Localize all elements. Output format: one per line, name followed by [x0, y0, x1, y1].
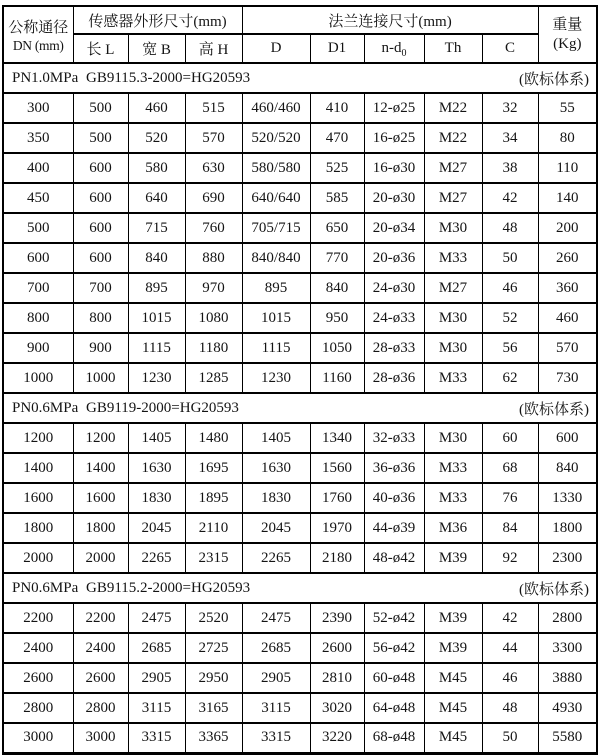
col-header-d: D: [242, 34, 310, 63]
cell-th: M45: [424, 693, 482, 723]
cell-weight-kg: 3880: [538, 663, 597, 693]
cell-d: 2475: [242, 603, 310, 633]
cell-dn: 2000: [3, 543, 73, 573]
cell-weight-kg: 1330: [538, 483, 597, 513]
cell-d: 1115: [242, 333, 310, 363]
cell-d1: 650: [310, 213, 364, 243]
cell-weight-kg: 2800: [538, 603, 597, 633]
cell-c: 38: [482, 153, 538, 183]
cell-c: 76: [482, 483, 538, 513]
dn-unit-label: DN (mm): [12, 37, 64, 53]
cell-length-l: 500: [73, 123, 128, 153]
cell-height-h: 3165: [185, 693, 242, 723]
cell-d1: 770: [310, 243, 364, 273]
cell-n-d0: 24-ø33: [364, 303, 424, 333]
section-cell: [3, 393, 597, 423]
cell-th: M39: [424, 543, 482, 573]
section-system-label: (欧标体系): [519, 71, 590, 88]
cell-d: 2905: [242, 663, 310, 693]
cell-d: 1230: [242, 363, 310, 393]
cell-length-l: 3000: [73, 723, 128, 753]
cell-width-b: 1230: [128, 363, 185, 393]
cell-width-b: 2905: [128, 663, 185, 693]
col-header-dn: [3, 6, 73, 63]
cell-c: 42: [482, 183, 538, 213]
cell-weight-kg: 2300: [538, 543, 597, 573]
cell-n-d0: 48-ø42: [364, 543, 424, 573]
cell-dn: 450: [3, 183, 73, 213]
col-header-th: Th: [424, 34, 482, 63]
table-row: [3, 93, 597, 123]
cell-d: 1830: [242, 483, 310, 513]
col-header-c: C: [482, 34, 538, 63]
cell-n-d0: 40-ø36: [364, 483, 424, 513]
weight-label: 重量: [552, 16, 583, 33]
cell-d1: 1760: [310, 483, 364, 513]
n-d0-subscript: 0: [401, 48, 407, 59]
cell-c: 32: [482, 93, 538, 123]
section-cell: [3, 573, 597, 603]
cell-d: 2685: [242, 633, 310, 663]
cell-length-l: 900: [73, 333, 128, 363]
cell-c: 62: [482, 363, 538, 393]
cell-height-h: 2725: [185, 633, 242, 663]
cell-dn: 2600: [3, 663, 73, 693]
cell-n-d0: 12-ø25: [364, 93, 424, 123]
cell-n-d0: 28-ø36: [364, 363, 424, 393]
cell-weight-kg: 600: [538, 423, 597, 453]
cell-height-h: 1895: [185, 483, 242, 513]
cell-n-d0: 32-ø33: [364, 423, 424, 453]
cell-n-d0: 16-ø25: [364, 123, 424, 153]
cell-th: M27: [424, 183, 482, 213]
table-row: [3, 123, 597, 153]
cell-th: M45: [424, 723, 482, 753]
header-group-row: [3, 6, 597, 34]
cell-length-l: 1800: [73, 513, 128, 543]
table-row: [3, 333, 597, 363]
cell-weight-kg: 570: [538, 333, 597, 363]
cell-d1: 525: [310, 153, 364, 183]
cell-n-d0: 28-ø33: [364, 333, 424, 363]
cell-n-d0: 60-ø48: [364, 663, 424, 693]
cell-weight-kg: 200: [538, 213, 597, 243]
cell-n-d0: 36-ø36: [364, 453, 424, 483]
cell-length-l: 600: [73, 153, 128, 183]
cell-weight-kg: 140: [538, 183, 597, 213]
cell-c: 92: [482, 543, 538, 573]
cell-n-d0: 20-ø30: [364, 183, 424, 213]
table-row: [3, 243, 597, 273]
table-row: [3, 423, 597, 453]
cell-d1: 2600: [310, 633, 364, 663]
header-sub-row: [3, 34, 597, 63]
cell-width-b: 840: [128, 243, 185, 273]
cell-n-d0: 64-ø48: [364, 693, 424, 723]
cell-th: M36: [424, 513, 482, 543]
section-pressure-label: PN1.0MPa: [12, 69, 79, 86]
cell-height-h: 515: [185, 93, 242, 123]
cell-th: M30: [424, 333, 482, 363]
cell-d: 1630: [242, 453, 310, 483]
cell-height-h: 1080: [185, 303, 242, 333]
cell-th: M33: [424, 243, 482, 273]
section-pressure-label: PN0.6MPa: [12, 579, 79, 596]
cell-width-b: 1015: [128, 303, 185, 333]
cell-width-b: 640: [128, 183, 185, 213]
cell-c: 44: [482, 633, 538, 663]
col-header-height-h: 高 H: [185, 34, 242, 63]
col-header-n-d0: [364, 34, 424, 63]
cell-weight-kg: 460: [538, 303, 597, 333]
cell-th: M22: [424, 93, 482, 123]
cell-d: 640/640: [242, 183, 310, 213]
cell-height-h: 1695: [185, 453, 242, 483]
dn-label: 公称通径: [8, 19, 69, 36]
cell-d: 3115: [242, 693, 310, 723]
cell-dn: 2800: [3, 693, 73, 723]
cell-width-b: 1630: [128, 453, 185, 483]
cell-weight-kg: 5580: [538, 723, 597, 753]
cell-height-h: 630: [185, 153, 242, 183]
cell-d: 460/460: [242, 93, 310, 123]
cell-th: M39: [424, 603, 482, 633]
cell-height-h: 970: [185, 273, 242, 303]
cell-th: M39: [424, 633, 482, 663]
weight-unit-label: (Kg): [553, 35, 582, 52]
cell-c: 46: [482, 663, 538, 693]
cell-weight-kg: 55: [538, 93, 597, 123]
cell-d: 895: [242, 273, 310, 303]
cell-d: 3315: [242, 723, 310, 753]
section-row: [3, 63, 597, 93]
cell-dn: 2400: [3, 633, 73, 663]
cell-n-d0: 24-ø30: [364, 273, 424, 303]
cell-th: M30: [424, 213, 482, 243]
cell-d1: 950: [310, 303, 364, 333]
cell-height-h: 1480: [185, 423, 242, 453]
cell-dn: 3000: [3, 723, 73, 753]
cell-weight-kg: 360: [538, 273, 597, 303]
cell-d1: 1340: [310, 423, 364, 453]
cell-th: M27: [424, 153, 482, 183]
cell-d: 705/715: [242, 213, 310, 243]
section-content: [4, 68, 596, 89]
cell-d1: 1050: [310, 333, 364, 363]
cell-width-b: 1115: [128, 333, 185, 363]
table-row: [3, 663, 597, 693]
cell-width-b: 2475: [128, 603, 185, 633]
cell-c: 46: [482, 273, 538, 303]
cell-weight-kg: 3300: [538, 633, 597, 663]
cell-height-h: 3365: [185, 723, 242, 753]
table-row: [3, 183, 597, 213]
cell-d1: 1970: [310, 513, 364, 543]
section-standard-label: GB9115.3-2000=HG20593: [86, 69, 251, 86]
section-content: [4, 578, 596, 599]
cell-c: 48: [482, 213, 538, 243]
table-row: [3, 453, 597, 483]
cell-height-h: 880: [185, 243, 242, 273]
cell-length-l: 600: [73, 183, 128, 213]
cell-c: 56: [482, 333, 538, 363]
cell-dn: 2200: [3, 603, 73, 633]
table-row: [3, 513, 597, 543]
col-header-length-l: 长 L: [73, 34, 128, 63]
section-standard-label: GB9119-2000=HG20593: [86, 399, 239, 416]
table-row: [3, 213, 597, 243]
cell-weight-kg: 260: [538, 243, 597, 273]
cell-length-l: 2600: [73, 663, 128, 693]
cell-dn: 1600: [3, 483, 73, 513]
cell-d1: 2810: [310, 663, 364, 693]
section-row: [3, 393, 597, 423]
cell-weight-kg: 80: [538, 123, 597, 153]
cell-length-l: 2800: [73, 693, 128, 723]
cell-d1: 2180: [310, 543, 364, 573]
table-row: [3, 543, 597, 573]
cell-n-d0: 68-ø48: [364, 723, 424, 753]
cell-th: M45: [424, 663, 482, 693]
cell-c: 50: [482, 243, 538, 273]
cell-dn: 350: [3, 123, 73, 153]
section-content: [4, 398, 596, 419]
cell-d1: 3020: [310, 693, 364, 723]
cell-width-b: 3315: [128, 723, 185, 753]
cell-d1: 840: [310, 273, 364, 303]
col-header-d1: D1: [310, 34, 364, 63]
section-cell: [3, 63, 597, 93]
cell-c: 52: [482, 303, 538, 333]
table-row: [3, 723, 597, 753]
cell-length-l: 500: [73, 93, 128, 123]
cell-n-d0: 20-ø34: [364, 213, 424, 243]
cell-d: 1405: [242, 423, 310, 453]
cell-width-b: 460: [128, 93, 185, 123]
cell-d: 840/840: [242, 243, 310, 273]
table-row: [3, 603, 597, 633]
cell-height-h: 2520: [185, 603, 242, 633]
cell-n-d0: 56-ø42: [364, 633, 424, 663]
cell-width-b: 1405: [128, 423, 185, 453]
cell-width-b: 1830: [128, 483, 185, 513]
cell-dn: 1000: [3, 363, 73, 393]
cell-d1: 1160: [310, 363, 364, 393]
cell-n-d0: 44-ø39: [364, 513, 424, 543]
cell-d: 2265: [242, 543, 310, 573]
cell-th: M33: [424, 483, 482, 513]
cell-weight-kg: 4930: [538, 693, 597, 723]
cell-height-h: 2950: [185, 663, 242, 693]
table-row: [3, 303, 597, 333]
cell-c: 48: [482, 693, 538, 723]
cell-dn: 600: [3, 243, 73, 273]
section-system-label: (欧标体系): [519, 401, 590, 418]
cell-th: M30: [424, 303, 482, 333]
cell-width-b: 895: [128, 273, 185, 303]
table-row: [3, 693, 597, 723]
cell-length-l: 2400: [73, 633, 128, 663]
cell-height-h: 2315: [185, 543, 242, 573]
cell-th: M27: [424, 273, 482, 303]
table-row: [3, 633, 597, 663]
table-row: [3, 273, 597, 303]
cell-d: 580/580: [242, 153, 310, 183]
cell-length-l: 2200: [73, 603, 128, 633]
n-d0-main: n-d: [381, 40, 402, 56]
cell-width-b: 2265: [128, 543, 185, 573]
cell-dn: 700: [3, 273, 73, 303]
cell-d1: 3220: [310, 723, 364, 753]
cell-length-l: 1200: [73, 423, 128, 453]
cell-dn: 1400: [3, 453, 73, 483]
cell-d1: 410: [310, 93, 364, 123]
col-header-weight: [538, 6, 597, 63]
cell-length-l: 800: [73, 303, 128, 333]
cell-th: M33: [424, 363, 482, 393]
cell-length-l: 2000: [73, 543, 128, 573]
cell-th: M33: [424, 453, 482, 483]
cell-n-d0: 20-ø36: [364, 243, 424, 273]
section-row: [3, 573, 597, 603]
cell-length-l: 600: [73, 243, 128, 273]
table-row: [3, 363, 597, 393]
cell-d: 1015: [242, 303, 310, 333]
cell-c: 42: [482, 603, 538, 633]
dimension-spec-table: [2, 5, 598, 755]
cell-dn: 1800: [3, 513, 73, 543]
cell-width-b: 520: [128, 123, 185, 153]
cell-height-h: 1180: [185, 333, 242, 363]
cell-length-l: 600: [73, 213, 128, 243]
table-row: [3, 483, 597, 513]
cell-c: 60: [482, 423, 538, 453]
cell-c: 68: [482, 453, 538, 483]
cell-length-l: 1600: [73, 483, 128, 513]
cell-d1: 585: [310, 183, 364, 213]
cell-width-b: 3115: [128, 693, 185, 723]
cell-dn: 300: [3, 93, 73, 123]
cell-c: 84: [482, 513, 538, 543]
col-group-flange-connection: 法兰连接尺寸(mm): [242, 6, 538, 34]
cell-th: M22: [424, 123, 482, 153]
cell-c: 34: [482, 123, 538, 153]
cell-n-d0: 52-ø42: [364, 603, 424, 633]
cell-dn: 500: [3, 213, 73, 243]
cell-th: M30: [424, 423, 482, 453]
section-standard-label: GB9115.2-2000=HG20593: [86, 579, 251, 596]
cell-length-l: 1400: [73, 453, 128, 483]
col-group-sensor-dimensions: 传感器外形尺寸(mm): [73, 6, 242, 34]
col-header-width-b: 宽 B: [128, 34, 185, 63]
cell-height-h: 690: [185, 183, 242, 213]
cell-height-h: 2110: [185, 513, 242, 543]
cell-width-b: 580: [128, 153, 185, 183]
cell-d1: 1560: [310, 453, 364, 483]
cell-width-b: 2045: [128, 513, 185, 543]
cell-d1: 2390: [310, 603, 364, 633]
cell-dn: 800: [3, 303, 73, 333]
cell-width-b: 715: [128, 213, 185, 243]
cell-dn: 1200: [3, 423, 73, 453]
cell-c: 50: [482, 723, 538, 753]
table-row: [3, 153, 597, 183]
section-system-label: (欧标体系): [519, 581, 590, 598]
cell-dn: 900: [3, 333, 73, 363]
cell-weight-kg: 730: [538, 363, 597, 393]
cell-height-h: 570: [185, 123, 242, 153]
cell-dn: 400: [3, 153, 73, 183]
cell-d: 520/520: [242, 123, 310, 153]
cell-n-d0: 16-ø30: [364, 153, 424, 183]
cell-height-h: 760: [185, 213, 242, 243]
cell-width-b: 2685: [128, 633, 185, 663]
cell-weight-kg: 1800: [538, 513, 597, 543]
cell-weight-kg: 840: [538, 453, 597, 483]
cell-d: 2045: [242, 513, 310, 543]
cell-weight-kg: 110: [538, 153, 597, 183]
cell-height-h: 1285: [185, 363, 242, 393]
cell-length-l: 700: [73, 273, 128, 303]
cell-length-l: 1000: [73, 363, 128, 393]
section-pressure-label: PN0.6MPa: [12, 399, 79, 416]
cell-d1: 470: [310, 123, 364, 153]
